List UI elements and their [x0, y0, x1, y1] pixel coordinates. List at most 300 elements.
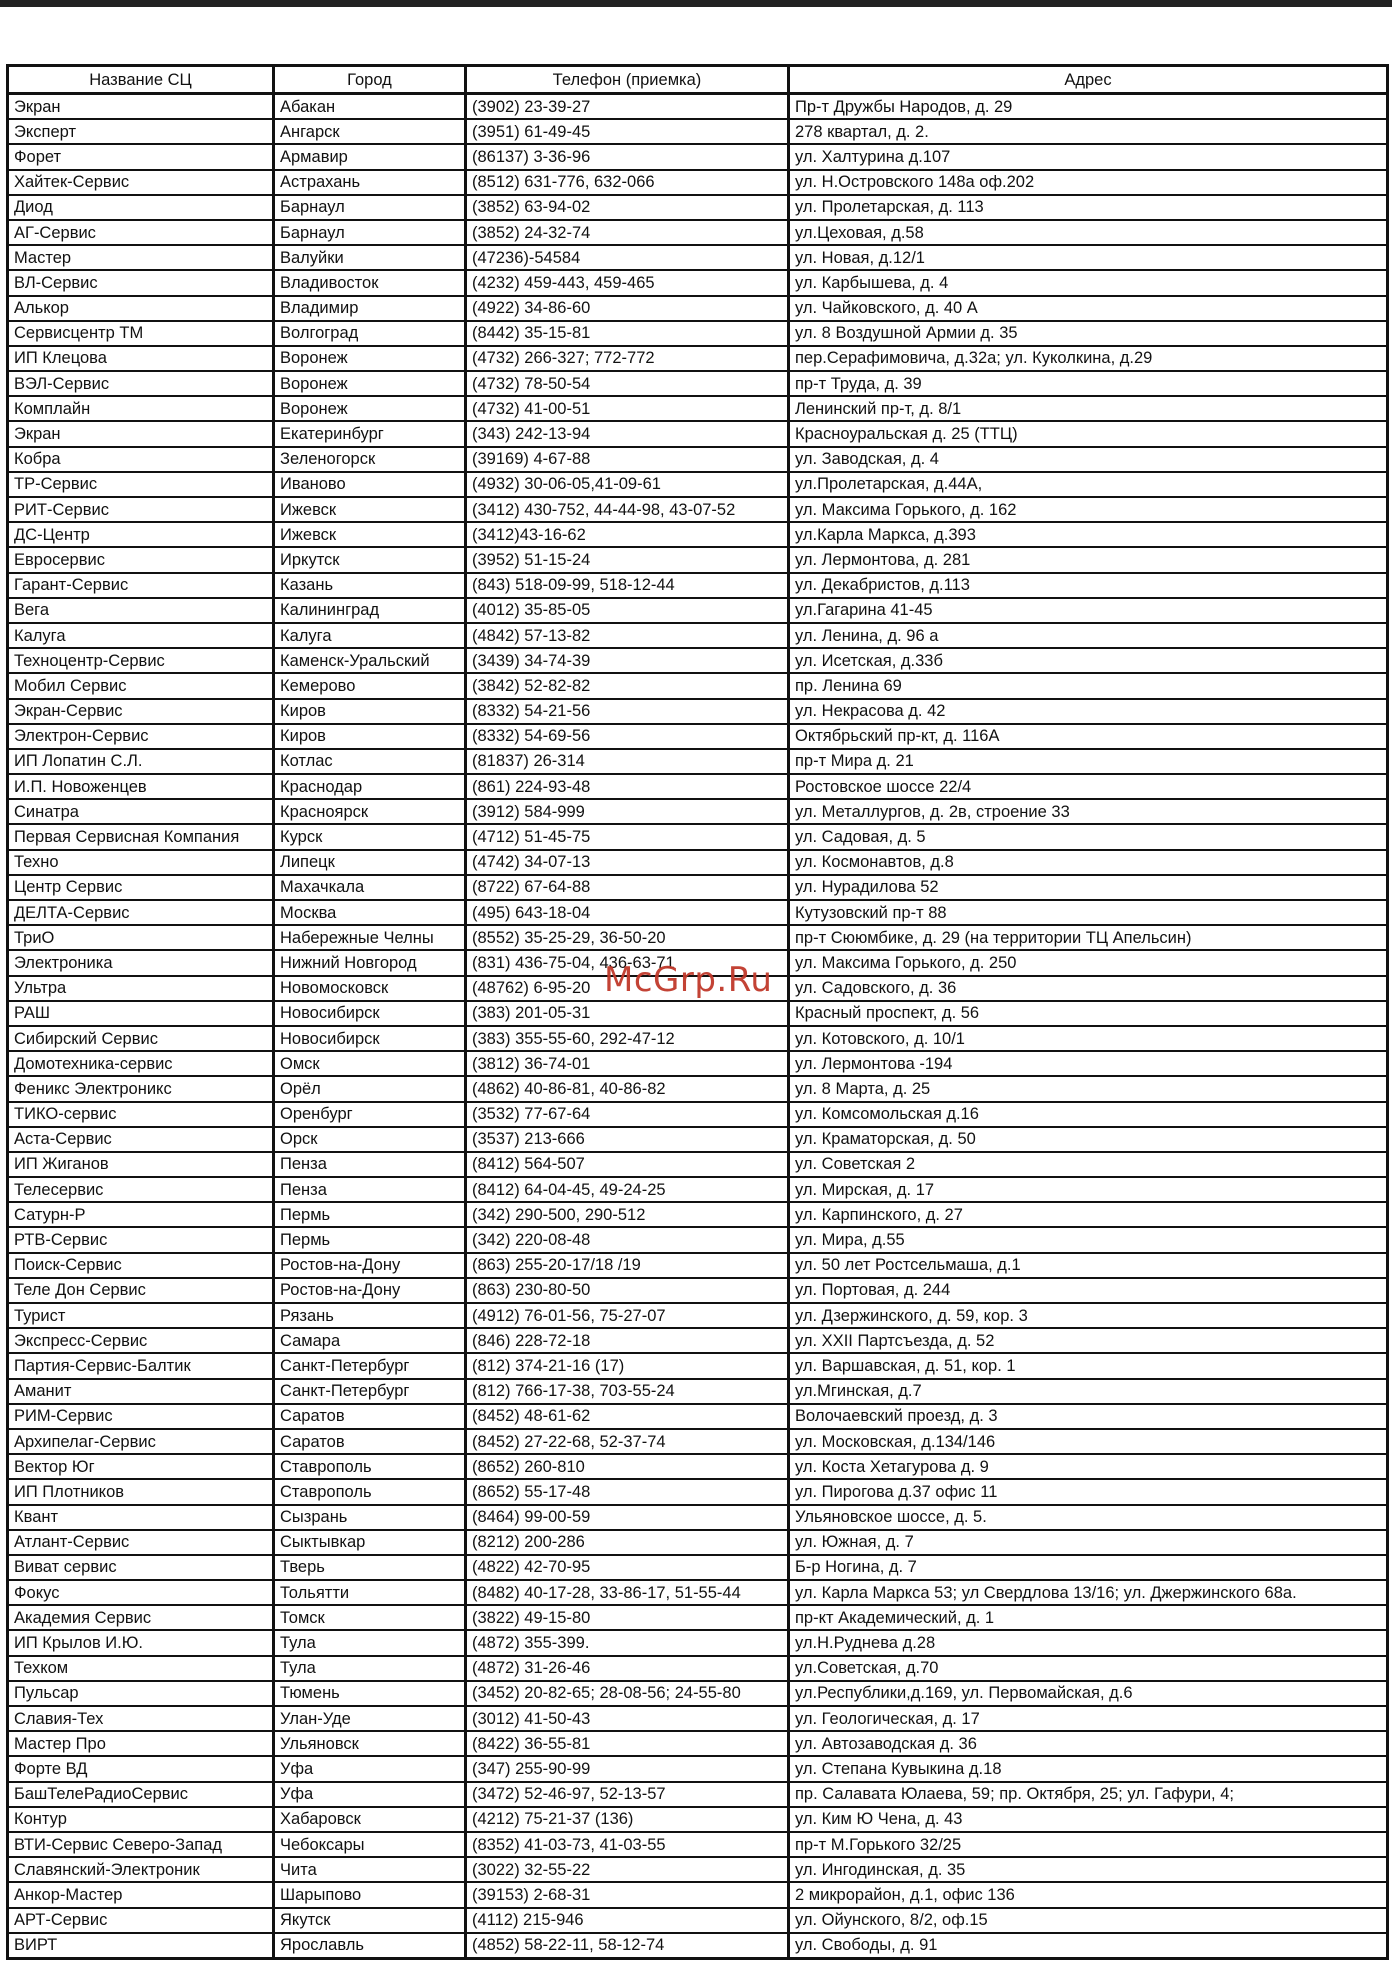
cell-address: ул.Карла Маркса, д.393: [789, 522, 1388, 547]
table-row: [8, 421, 1388, 446]
table-row: [8, 1353, 1388, 1378]
cell-phone: (3912) 584-999: [466, 799, 789, 824]
cell-address: ул. Н.Островского 148а оф.202: [789, 170, 1388, 195]
cell-city: Красноярск: [274, 799, 466, 824]
table-row: [8, 1555, 1388, 1580]
cell-address: ул. Лермонтова, д. 281: [789, 547, 1388, 572]
cell-address: ул. Максима Горького, д. 162: [789, 497, 1388, 522]
cell-city: Иркутск: [274, 547, 466, 572]
cell-address: ул. Московская, д.134/146: [789, 1429, 1388, 1454]
cell-address: ул. Ким Ю Чена, д. 43: [789, 1807, 1388, 1832]
cell-address: Кутузовский пр-т 88: [789, 900, 1388, 925]
cell-service-center-name: ВЛ-Сервис: [8, 270, 274, 295]
cell-phone: (4732) 41-00-51: [466, 396, 789, 421]
cell-service-center-name: Мастер Про: [8, 1731, 274, 1756]
table-row: [8, 270, 1388, 295]
table-row: [8, 1933, 1388, 1959]
cell-address: ул. 8 Марта, д. 25: [789, 1076, 1388, 1101]
table-row: [8, 1505, 1388, 1530]
table-row: [8, 522, 1388, 547]
cell-phone: (3532) 77-67-64: [466, 1102, 789, 1127]
cell-address: ул. Мирская, д. 17: [789, 1177, 1388, 1202]
table-row: [8, 1580, 1388, 1605]
cell-phone: (8552) 35-25-29, 36-50-20: [466, 925, 789, 950]
cell-phone: (4922) 34-86-60: [466, 296, 789, 321]
cell-phone: (8452) 27-22-68, 52-37-74: [466, 1429, 789, 1454]
cell-city: Казань: [274, 573, 466, 598]
table-row: [8, 623, 1388, 648]
table-row: [8, 598, 1388, 623]
cell-city: Махачкала: [274, 875, 466, 900]
cell-address: ул. Ленина, д. 96 а: [789, 623, 1388, 648]
cell-service-center-name: Сибирский Сервис: [8, 1026, 274, 1051]
table-row: [8, 673, 1388, 698]
cell-address: ул.Пролетарская, д.44А,: [789, 472, 1388, 497]
cell-city: Валуйки: [274, 245, 466, 270]
table-row: [8, 1076, 1388, 1101]
cell-service-center-name: Мастер: [8, 245, 274, 270]
cell-phone: (8412) 564-507: [466, 1152, 789, 1177]
cell-address: Ростовское шоссе 22/4: [789, 774, 1388, 799]
cell-address: 2 микрорайон, д.1, офис 136: [789, 1882, 1388, 1907]
cell-city: Пермь: [274, 1202, 466, 1227]
cell-address: ул. Халтурина д.107: [789, 144, 1388, 169]
cell-address: пр. Ленина 69: [789, 673, 1388, 698]
cell-address: пр-т Сююмбике, д. 29 (на территории ТЦ Апельсин): [789, 925, 1388, 950]
cell-phone: (8442) 35-15-81: [466, 321, 789, 346]
cell-service-center-name: ДС-Центр: [8, 522, 274, 547]
cell-service-center-name: Экран-Сервис: [8, 699, 274, 724]
cell-address: ул. 8 Воздушной Армии д. 35: [789, 321, 1388, 346]
cell-service-center-name: Электрон-Сервис: [8, 724, 274, 749]
table-row: [8, 648, 1388, 673]
table-row: [8, 1328, 1388, 1353]
cell-city: Тула: [274, 1630, 466, 1655]
table-row: [8, 547, 1388, 572]
table-row: [8, 1429, 1388, 1454]
cell-city: Уфа: [274, 1782, 466, 1807]
table-row: [8, 119, 1388, 144]
cell-service-center-name: Экспресс-Сервис: [8, 1328, 274, 1353]
cell-service-center-name: АРТ-Сервис: [8, 1908, 274, 1933]
cell-address: 278 квартал, д. 2.: [789, 119, 1388, 144]
cell-city: Ростов-на-Дону: [274, 1253, 466, 1278]
cell-service-center-name: РАШ: [8, 1001, 274, 1026]
cell-address: ул. Металлургов, д. 2в, строение 33: [789, 799, 1388, 824]
cell-city: Ангарск: [274, 119, 466, 144]
cell-service-center-name: Анкор-Мастер: [8, 1882, 274, 1907]
header-phone: Телефон (приемка): [466, 66, 789, 94]
cell-city: Кемерово: [274, 673, 466, 698]
cell-phone: (495) 643-18-04: [466, 900, 789, 925]
cell-city: Якутск: [274, 1908, 466, 1933]
table-row: [8, 1756, 1388, 1781]
table-row: [8, 1706, 1388, 1731]
header-address: Адрес: [789, 66, 1388, 94]
table-row: [8, 94, 1388, 120]
cell-city: Липецк: [274, 850, 466, 875]
table-row: [8, 749, 1388, 774]
cell-service-center-name: Виват сервис: [8, 1555, 274, 1580]
cell-service-center-name: РИТ-Сервис: [8, 497, 274, 522]
cell-address: ул. Пирогова д.37 офис 11: [789, 1479, 1388, 1504]
table-row: [8, 447, 1388, 472]
cell-city: Омск: [274, 1051, 466, 1076]
table-header: [8, 66, 1388, 94]
cell-address: ул. Декабристов, д.113: [789, 573, 1388, 598]
top-border-bar: [0, 0, 1392, 7]
table-row: [8, 1731, 1388, 1756]
cell-address: ул. Южная, д. 7: [789, 1530, 1388, 1555]
cell-service-center-name: Партия-Сервис-Балтик: [8, 1353, 274, 1378]
cell-city: Новомосковск: [274, 976, 466, 1001]
cell-service-center-name: Форте ВД: [8, 1756, 274, 1781]
cell-address: ул.Н.Руднева д.28: [789, 1630, 1388, 1655]
cell-address: ул.Цеховая, д.58: [789, 220, 1388, 245]
cell-phone: (3852) 24-32-74: [466, 220, 789, 245]
table-row: [8, 875, 1388, 900]
cell-city: Зеленогорск: [274, 447, 466, 472]
cell-city: Самара: [274, 1328, 466, 1353]
cell-phone: (3452) 20-82-65; 28-08-56; 24-55-80: [466, 1681, 789, 1706]
cell-city: Воронеж: [274, 396, 466, 421]
cell-phone: (347) 255-90-99: [466, 1756, 789, 1781]
cell-service-center-name: Экран: [8, 421, 274, 446]
cell-city: Саратов: [274, 1429, 466, 1454]
cell-service-center-name: ИП Крылов И.Ю.: [8, 1630, 274, 1655]
cell-service-center-name: Диод: [8, 195, 274, 220]
table-row: [8, 1202, 1388, 1227]
cell-service-center-name: Атлант-Сервис: [8, 1530, 274, 1555]
cell-address: ул.Гагарина 41-45: [789, 598, 1388, 623]
cell-service-center-name: РИМ-Сервис: [8, 1404, 274, 1429]
cell-service-center-name: Кобра: [8, 447, 274, 472]
cell-phone: (3472) 52-46-97, 52-13-57: [466, 1782, 789, 1807]
cell-city: Улан-Уде: [274, 1706, 466, 1731]
cell-city: Иваново: [274, 472, 466, 497]
cell-phone: (4872) 355-399.: [466, 1630, 789, 1655]
cell-service-center-name: Фокус: [8, 1580, 274, 1605]
cell-phone: (8652) 260-810: [466, 1454, 789, 1479]
cell-phone: (39169) 4-67-88: [466, 447, 789, 472]
cell-city: Ульяновск: [274, 1731, 466, 1756]
cell-address: ул. Котовского, д. 10/1: [789, 1026, 1388, 1051]
table-row: [8, 472, 1388, 497]
cell-service-center-name: Поиск-Сервис: [8, 1253, 274, 1278]
table-row: [8, 774, 1388, 799]
cell-address: ул. Ингодинская, д. 35: [789, 1857, 1388, 1882]
cell-service-center-name: Гарант-Сервис: [8, 573, 274, 598]
cell-address: Ленинский пр-т, д. 8/1: [789, 396, 1388, 421]
cell-service-center-name: Алькор: [8, 296, 274, 321]
table-row: [8, 1908, 1388, 1933]
cell-phone: (8464) 99-00-59: [466, 1505, 789, 1530]
cell-phone: (4822) 42-70-95: [466, 1555, 789, 1580]
table-row: [8, 724, 1388, 749]
cell-service-center-name: Сервисцентр ТМ: [8, 321, 274, 346]
cell-address: ул. Космонавтов, д.8: [789, 850, 1388, 875]
cell-address: ул. Заводская, д. 4: [789, 447, 1388, 472]
table-row: [8, 1177, 1388, 1202]
cell-city: Новосибирск: [274, 1001, 466, 1026]
cell-service-center-name: Вектор Юг: [8, 1454, 274, 1479]
cell-service-center-name: ВТИ-Сервис Северо-Запад: [8, 1832, 274, 1857]
table-row: [8, 1656, 1388, 1681]
cell-address: ул. Чайковского, д. 40 А: [789, 296, 1388, 321]
cell-phone: (843) 518-09-99, 518-12-44: [466, 573, 789, 598]
cell-phone: (8412) 64-04-45, 49-24-25: [466, 1177, 789, 1202]
cell-address: Ульяновское шоссе, д. 5.: [789, 1505, 1388, 1530]
cell-phone: (812) 374-21-16 (17): [466, 1353, 789, 1378]
table-row: [8, 1454, 1388, 1479]
cell-city: Тольятти: [274, 1580, 466, 1605]
cell-service-center-name: Сатурн-Р: [8, 1202, 274, 1227]
cell-city: Уфа: [274, 1756, 466, 1781]
cell-service-center-name: ВЭЛ-Сервис: [8, 371, 274, 396]
cell-city: Ставрополь: [274, 1479, 466, 1504]
table-row: [8, 1253, 1388, 1278]
cell-service-center-name: Пульсар: [8, 1681, 274, 1706]
cell-address: ул. Карпинского, д. 27: [789, 1202, 1388, 1227]
cell-city: Ставрополь: [274, 1454, 466, 1479]
cell-phone: (342) 290-500, 290-512: [466, 1202, 789, 1227]
cell-phone: (3822) 49-15-80: [466, 1605, 789, 1630]
header-row: [8, 66, 1388, 94]
cell-service-center-name: Форет: [8, 144, 274, 169]
table-row: [8, 1807, 1388, 1832]
table-row: [8, 1681, 1388, 1706]
cell-phone: (831) 436-75-04, 436-63-71: [466, 950, 789, 975]
cell-service-center-name: ТР-Сервис: [8, 472, 274, 497]
cell-phone: (4852) 58-22-11, 58-12-74: [466, 1933, 789, 1959]
table-row: [8, 1001, 1388, 1026]
cell-city: Барнаул: [274, 220, 466, 245]
cell-service-center-name: Комплайн: [8, 396, 274, 421]
cell-city: Москва: [274, 900, 466, 925]
cell-phone: (4862) 40-86-81, 40-86-82: [466, 1076, 789, 1101]
cell-service-center-name: ТИКО-сервис: [8, 1102, 274, 1127]
cell-service-center-name: Славянский-Электроник: [8, 1857, 274, 1882]
cell-phone: (4872) 31-26-46: [466, 1656, 789, 1681]
cell-service-center-name: Аста-Сервис: [8, 1127, 274, 1152]
cell-city: Абакан: [274, 94, 466, 120]
cell-address: ул.Советская, д.70: [789, 1656, 1388, 1681]
cell-city: Краснодар: [274, 774, 466, 799]
table-row: [8, 296, 1388, 321]
cell-phone: (4712) 51-45-75: [466, 824, 789, 849]
cell-address: ул. Максима Горького, д. 250: [789, 950, 1388, 975]
cell-phone: (86137) 3-36-96: [466, 144, 789, 169]
table-body: [8, 94, 1388, 1959]
cell-city: Каменск-Уральский: [274, 648, 466, 673]
cell-service-center-name: Вега: [8, 598, 274, 623]
table-row: [8, 1379, 1388, 1404]
cell-address: пр-т Труда, д. 39: [789, 371, 1388, 396]
table-row: [8, 1303, 1388, 1328]
cell-service-center-name: Архипелаг-Сервис: [8, 1429, 274, 1454]
cell-phone: (39153) 2-68-31: [466, 1882, 789, 1907]
cell-address: ул. Автозаводская д. 36: [789, 1731, 1388, 1756]
cell-phone: (4112) 215-946: [466, 1908, 789, 1933]
cell-address: ул. Карбышева, д. 4: [789, 270, 1388, 295]
cell-address: ул. Садовского, д. 36: [789, 976, 1388, 1001]
cell-phone: (8422) 36-55-81: [466, 1731, 789, 1756]
cell-address: пр-т М.Горького 32/25: [789, 1832, 1388, 1857]
cell-city: Воронеж: [274, 371, 466, 396]
cell-city: Нижний Новгород: [274, 950, 466, 975]
cell-phone: (8722) 67-64-88: [466, 875, 789, 900]
cell-address: ул.Республики,д.169, ул. Первомайская, д.6: [789, 1681, 1388, 1706]
cell-service-center-name: ИП Лопатин С.Л.: [8, 749, 274, 774]
cell-city: Курск: [274, 824, 466, 849]
table-row: [8, 396, 1388, 421]
cell-phone: (3852) 63-94-02: [466, 195, 789, 220]
cell-address: Красноуральская д. 25 (ТТЦ): [789, 421, 1388, 446]
cell-address: ул. Геологическая, д. 17: [789, 1706, 1388, 1731]
cell-address: Б-р Ногина, д. 7: [789, 1555, 1388, 1580]
table-row: [8, 1882, 1388, 1907]
table-row: [8, 699, 1388, 724]
cell-address: Октябрьский пр-кт, д. 116А: [789, 724, 1388, 749]
table-row: [8, 1127, 1388, 1152]
cell-service-center-name: Теле Дон Сервис: [8, 1278, 274, 1303]
table-row: [8, 1102, 1388, 1127]
table-row: [8, 925, 1388, 950]
table-row: [8, 850, 1388, 875]
table-row: [8, 346, 1388, 371]
cell-city: Пенза: [274, 1152, 466, 1177]
cell-address: Пр-т Дружбы Народов, д. 29: [789, 94, 1388, 120]
table-row: [8, 1278, 1388, 1303]
cell-service-center-name: Техноцентр-Сервис: [8, 648, 274, 673]
cell-address: ул. Варшавская, д. 51, кор. 1: [789, 1353, 1388, 1378]
cell-address: ул. Краматорская, д. 50: [789, 1127, 1388, 1152]
cell-service-center-name: И.П. Новоженцев: [8, 774, 274, 799]
cell-city: Ярославль: [274, 1933, 466, 1959]
cell-address: ул. Коста Хетагурова д. 9: [789, 1454, 1388, 1479]
cell-phone: (8452) 48-61-62: [466, 1404, 789, 1429]
table-row: [8, 144, 1388, 169]
cell-address: ул. Новая, д.12/1: [789, 245, 1388, 270]
cell-city: Новосибирск: [274, 1026, 466, 1051]
cell-address: пер.Серафимовича, д.32а; ул. Куколкина, д.29: [789, 346, 1388, 371]
cell-city: Сыктывкар: [274, 1530, 466, 1555]
cell-phone: (812) 766-17-38, 703-55-24: [466, 1379, 789, 1404]
cell-city: Тюмень: [274, 1681, 466, 1706]
service-centers-sheet: [6, 64, 1386, 1960]
cell-service-center-name: Мобил Сервис: [8, 673, 274, 698]
table-row: [8, 371, 1388, 396]
cell-service-center-name: Ультра: [8, 976, 274, 1001]
cell-service-center-name: Первая Сервисная Компания: [8, 824, 274, 849]
table-row: [8, 497, 1388, 522]
cell-phone: (861) 224-93-48: [466, 774, 789, 799]
cell-address: ул. Советская 2: [789, 1152, 1388, 1177]
cell-city: Оренбург: [274, 1102, 466, 1127]
cell-address: пр-т Мира д. 21: [789, 749, 1388, 774]
cell-phone: (3439) 34-74-39: [466, 648, 789, 673]
cell-service-center-name: Техком: [8, 1656, 274, 1681]
table-row: [8, 195, 1388, 220]
cell-city: Армавир: [274, 144, 466, 169]
table-row: [8, 1227, 1388, 1252]
cell-phone: (8352) 41-03-73, 41-03-55: [466, 1832, 789, 1857]
cell-phone: (8512) 631-776, 632-066: [466, 170, 789, 195]
cell-address: пр-кт Академический, д. 1: [789, 1605, 1388, 1630]
cell-phone: (342) 220-08-48: [466, 1227, 789, 1252]
cell-phone: (8652) 55-17-48: [466, 1479, 789, 1504]
cell-city: Воронеж: [274, 346, 466, 371]
cell-city: Ижевск: [274, 497, 466, 522]
cell-phone: (4912) 76-01-56, 75-27-07: [466, 1303, 789, 1328]
cell-address: ул. Лермонтова -194: [789, 1051, 1388, 1076]
cell-service-center-name: Экран: [8, 94, 274, 120]
cell-address: ул. Садовая, д. 5: [789, 824, 1388, 849]
cell-address: пр. Салавата Юлаева, 59; пр. Октября, 25; ул. Гафури, 4;: [789, 1782, 1388, 1807]
cell-phone: (846) 228-72-18: [466, 1328, 789, 1353]
cell-address: ул. Некрасова д. 42: [789, 699, 1388, 724]
header-city: Город: [274, 66, 466, 94]
cell-city: Ижевск: [274, 522, 466, 547]
cell-service-center-name: Телесервис: [8, 1177, 274, 1202]
cell-address: ул. Нурадилова 52: [789, 875, 1388, 900]
cell-service-center-name: ИП Клецова: [8, 346, 274, 371]
cell-service-center-name: Феникс Электроникс: [8, 1076, 274, 1101]
cell-phone: (383) 201-05-31: [466, 1001, 789, 1026]
cell-phone: (3012) 41-50-43: [466, 1706, 789, 1731]
cell-address: ул. Пролетарская, д. 113: [789, 195, 1388, 220]
cell-service-center-name: Евросервис: [8, 547, 274, 572]
table-row: [8, 1152, 1388, 1177]
cell-address: ул. Исетская, д.33б: [789, 648, 1388, 673]
cell-address: Волочаевский проезд, д. 3: [789, 1404, 1388, 1429]
cell-service-center-name: ДЕЛТА-Сервис: [8, 900, 274, 925]
cell-service-center-name: ВИРТ: [8, 1933, 274, 1959]
cell-service-center-name: Контур: [8, 1807, 274, 1832]
cell-phone: (3902) 23-39-27: [466, 94, 789, 120]
cell-phone: (343) 242-13-94: [466, 421, 789, 446]
cell-service-center-name: БашТелеРадиоСервис: [8, 1782, 274, 1807]
table-row: [8, 1782, 1388, 1807]
cell-address: ул. Ойунского, 8/2, оф.15: [789, 1908, 1388, 1933]
cell-service-center-name: Электроника: [8, 950, 274, 975]
cell-city: Набережные Челны: [274, 925, 466, 950]
cell-city: Калининград: [274, 598, 466, 623]
table-row: [8, 1479, 1388, 1504]
cell-address: Красный проспект, д. 56: [789, 1001, 1388, 1026]
cell-phone: (863) 255-20-17/18 /19: [466, 1253, 789, 1278]
watermark-text: McGrp.Ru: [604, 960, 773, 1000]
cell-city: Астрахань: [274, 170, 466, 195]
cell-phone: (3537) 213-666: [466, 1127, 789, 1152]
cell-service-center-name: Эксперт: [8, 119, 274, 144]
cell-address: ул. Комсомольская д.16: [789, 1102, 1388, 1127]
cell-service-center-name: Академия Сервис: [8, 1605, 274, 1630]
table-row: [8, 245, 1388, 270]
table-row: [8, 321, 1388, 346]
cell-city: Пермь: [274, 1227, 466, 1252]
cell-city: Владивосток: [274, 270, 466, 295]
cell-city: Тула: [274, 1656, 466, 1681]
cell-phone: (3412) 430-752, 44-44-98, 43-07-52: [466, 497, 789, 522]
cell-phone: (3951) 61-49-45: [466, 119, 789, 144]
cell-service-center-name: Аманит: [8, 1379, 274, 1404]
cell-phone: (4732) 266-327; 772-772: [466, 346, 789, 371]
cell-phone: (47236)-54584: [466, 245, 789, 270]
cell-phone: (3022) 32-55-22: [466, 1857, 789, 1882]
cell-phone: (863) 230-80-50: [466, 1278, 789, 1303]
table-row: [8, 799, 1388, 824]
